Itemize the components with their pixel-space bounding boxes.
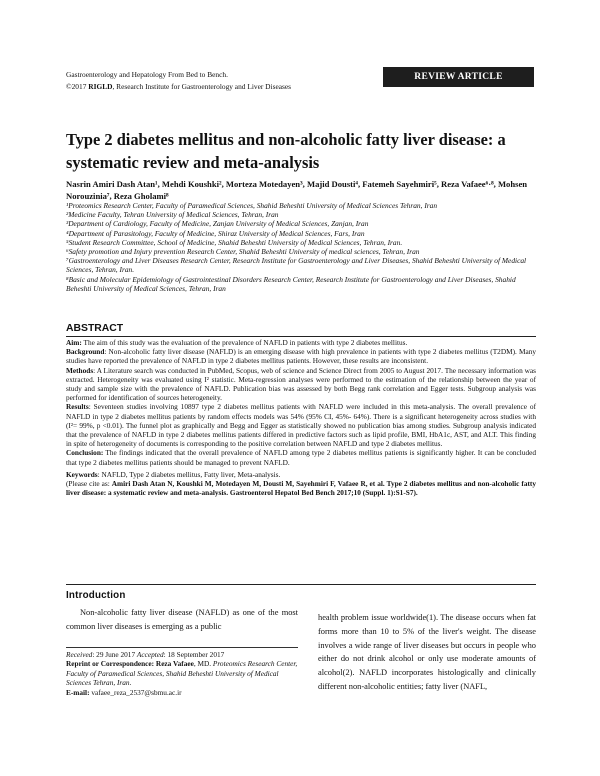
conclusion-label: Conclusion:: [66, 448, 104, 458]
copyright-org: RIGLD: [88, 82, 113, 91]
footnote-divider: [66, 647, 298, 648]
affiliation-item: ⁴Department of Parasitology, Faculty of Medicine, Shiraz University of Medical Sciences, Fars, Iran: [66, 228, 365, 238]
reprint-name: : Reza Vafaee: [151, 659, 194, 669]
introduction-heading: Introduction: [66, 590, 126, 601]
citation: [66, 479, 536, 497]
correspondence: [66, 659, 298, 687]
keywords: [66, 470, 536, 479]
email-label: E-mail:: [66, 687, 90, 697]
journal-name: Gastroenterology and Hepatology From Bed to Bench.: [66, 70, 228, 79]
reprint-degree: , MD.: [193, 659, 212, 669]
citation-pre: (Please cite as:: [66, 479, 112, 489]
introduction-divider: [66, 584, 536, 585]
conclusion-text: The findings indicated that the overall prevalence of NAFLD among type 2 diabetes mellitus patients is significantly higher. It can be concluded that type 2 diabetes mellitus patients should be managed to prevent NAFLD.: [66, 448, 536, 467]
background-text: : Non-alcoholic fatty liver disease (NAFLD) is an emerging disease with high prevalence in patients with type 2 diabetes mellitus (T2DM). Many studies have reported the prevalence of NAFLD in type 2 diabetes mellitus patients. However, these results are inconsistent.: [66, 347, 536, 366]
affiliation-item: ⁷Gastroenterology and Liver Diseases Research Center, Research Institute for Gastroenterology and Liver Diseases, Shahid Beheshti University of Medical Sciences, Tehran, Iran.: [66, 256, 527, 275]
abstract-body: [66, 338, 536, 497]
abstract-divider: [66, 336, 536, 337]
accepted-label: Accepted: [136, 650, 164, 659]
affiliation-item: ⁶Safety promotion and Injury prevention Research Center, Shahid Beheshti University of medical sciences, Tehran, Iran: [66, 247, 420, 257]
abstract-background: [66, 347, 536, 365]
keywords-text: : NAFLD, Type 2 diabetes mellitus, Fatty liver, Meta-analysis.: [97, 469, 281, 479]
abstract-aim: [66, 338, 536, 347]
abstract-results: [66, 402, 536, 448]
accepted-date: : 18 September 2017: [163, 650, 225, 659]
reprint-label: Reprint or Correspondence: [66, 659, 152, 669]
author-list: Nasrin Amiri Dash Atan¹, Mehdi Koushki², Morteza Motedayen³, Majid Dousti⁴, Fatemeh Sayehmiri⁵, Reza Vafaee⁶·⁸, Mohsen Norouzinia⁷, Reza Gholami⁸: [66, 179, 528, 201]
introduction-paragraph-right: health problem issue worldwide(1). The disease occurs when fat forms more than 10 to 5% of the liver's weight. The disease involves a wide range of liver diseases but occurs in people who either do not drink alcohol or only use moderate amounts of alcohol(2). NAFLD incorporates histologically and clinically different non-alcoholic entities; fatty liver (NAFL,: [318, 613, 536, 691]
introduction-paragraph-left: Non-alcoholic fatty liver disease (NAFLD) as one of the most common liver diseases is emerging as a public: [66, 608, 298, 631]
results-text: : Seventeen studies involving 10897 type 2 diabetes mellitus patients with NAFLD were included in this meta-analysis. The overall prevalence of NAFLD in type 2 diabetes mellitus patients by random effects models was 54% (95% CI, 45%- 64%). There is a significant heterogeneity across studies with (I²= 99%, p <0.01). The funnel plot as graphically and Begg and Egger as statistically showed no publication bias among studies. Subgroup analysis indicated that the prevalence of NAFLD in type 2 diabetes mellitus patients differed in predictive factors such as lipid profile, BMI, HbA1c, AST, and ALT. This finding in spite of heterogeneity of documents is corresponding to the positive correlation between NAFLD and type 2 diabetes mellitus.: [66, 402, 536, 449]
copyright-pre: ©2017: [66, 82, 89, 91]
received-accepted: [66, 650, 298, 659]
email-line: [66, 688, 298, 697]
abstract-conclusion: [66, 448, 536, 466]
background-label: Background: [66, 347, 105, 357]
reprint-address: Proteomics Research Center, Faculty of Paramedical Sciences, Shahid Beheshti University of Medical Sciences Tehran, Iran.: [66, 659, 298, 688]
article-footnote: [66, 650, 298, 697]
article-title: Type 2 diabetes mellitus and non-alcoholic fatty liver disease: a systematic review and meta-analysis: [66, 130, 506, 172]
methods-label: Methods: [66, 365, 94, 375]
aim-text: The aim of this study was the evaluation of the prevalence of NAFLD in patients with type 2 diabetes mellitus.: [81, 338, 408, 347]
copyright-line: [66, 81, 291, 93]
affiliation-list: [66, 201, 536, 293]
affiliation-item: ⁸Basic and Molecular Epidemiology of Gastrointestinal Disorders Research Center, Research Institute for Gastroenterology and Liver Diseases, Shahid Beheshti University of Medical Sciences, Tehran, Iran: [66, 274, 516, 293]
email-address[interactable]: vafaee_reza_2537@sbmu.ac.ir: [89, 687, 182, 697]
copyright-post: , Research Institute for Gastroenterology and Liver Diseases: [112, 82, 292, 91]
citation-text: Amiri Dash Atan N, Koushki M, Motedayen M, Dousti M, Sayehmiri F, Vafaee R, et al. Type 2 diabetes mellitus and non-alcoholic fatty liver disease: a systematic review and meta-analysis. Gastroenterol Hepatol Bed Bench 2017;10 (Suppl. 1):S1-S7).: [66, 479, 536, 498]
results-label: Results: [66, 402, 89, 412]
affiliation-item: ¹Proteomics Research Center, Faculty of Paramedical Sciences, Shahid Beheshti University of Medical Sciences Tehran, Iran: [66, 201, 438, 210]
abstract-methods: [66, 366, 536, 403]
article-type-badge: REVIEW ARTICLE: [383, 67, 534, 87]
keywords-label: Keywords: [66, 469, 98, 479]
received-date: : 29 June 2017: [92, 650, 137, 659]
aim-label: Aim:: [66, 338, 82, 347]
methods-text: : A Literature search was conducted in PubMed, Scopus, web of science and Science Direct from 2005 to August 2017. The necessary information was extracted. Heterogeneity was evaluated using I² statistic. Meta-regression analyses were performed to the estimation of the relationship between the year of study and sample size with the prevalence of NAFLD. Publication bias was assessed by both Begg rank correlation and Egger tests. Subgroup analysis was performed for identification of sources heterogeneity.: [66, 365, 536, 403]
journal-header: [66, 69, 291, 93]
received-label: Received: [66, 650, 93, 659]
affiliation-item: ⁵Student Research Committee, School of Medicine, Shahid Beheshti University of Medical Sciences, Tehran, Iran.: [66, 237, 403, 247]
abstract-heading: ABSTRACT: [66, 323, 124, 334]
affiliation-item: ²Medicine Faculty, Tehran University of Medical Sciences, Tehran, Iran: [66, 210, 279, 220]
affiliation-item: ³Department of Cardiology, Faculty of Medicine, Zanjan University of Medical Sciences, Zanjan, Iran: [66, 219, 369, 229]
